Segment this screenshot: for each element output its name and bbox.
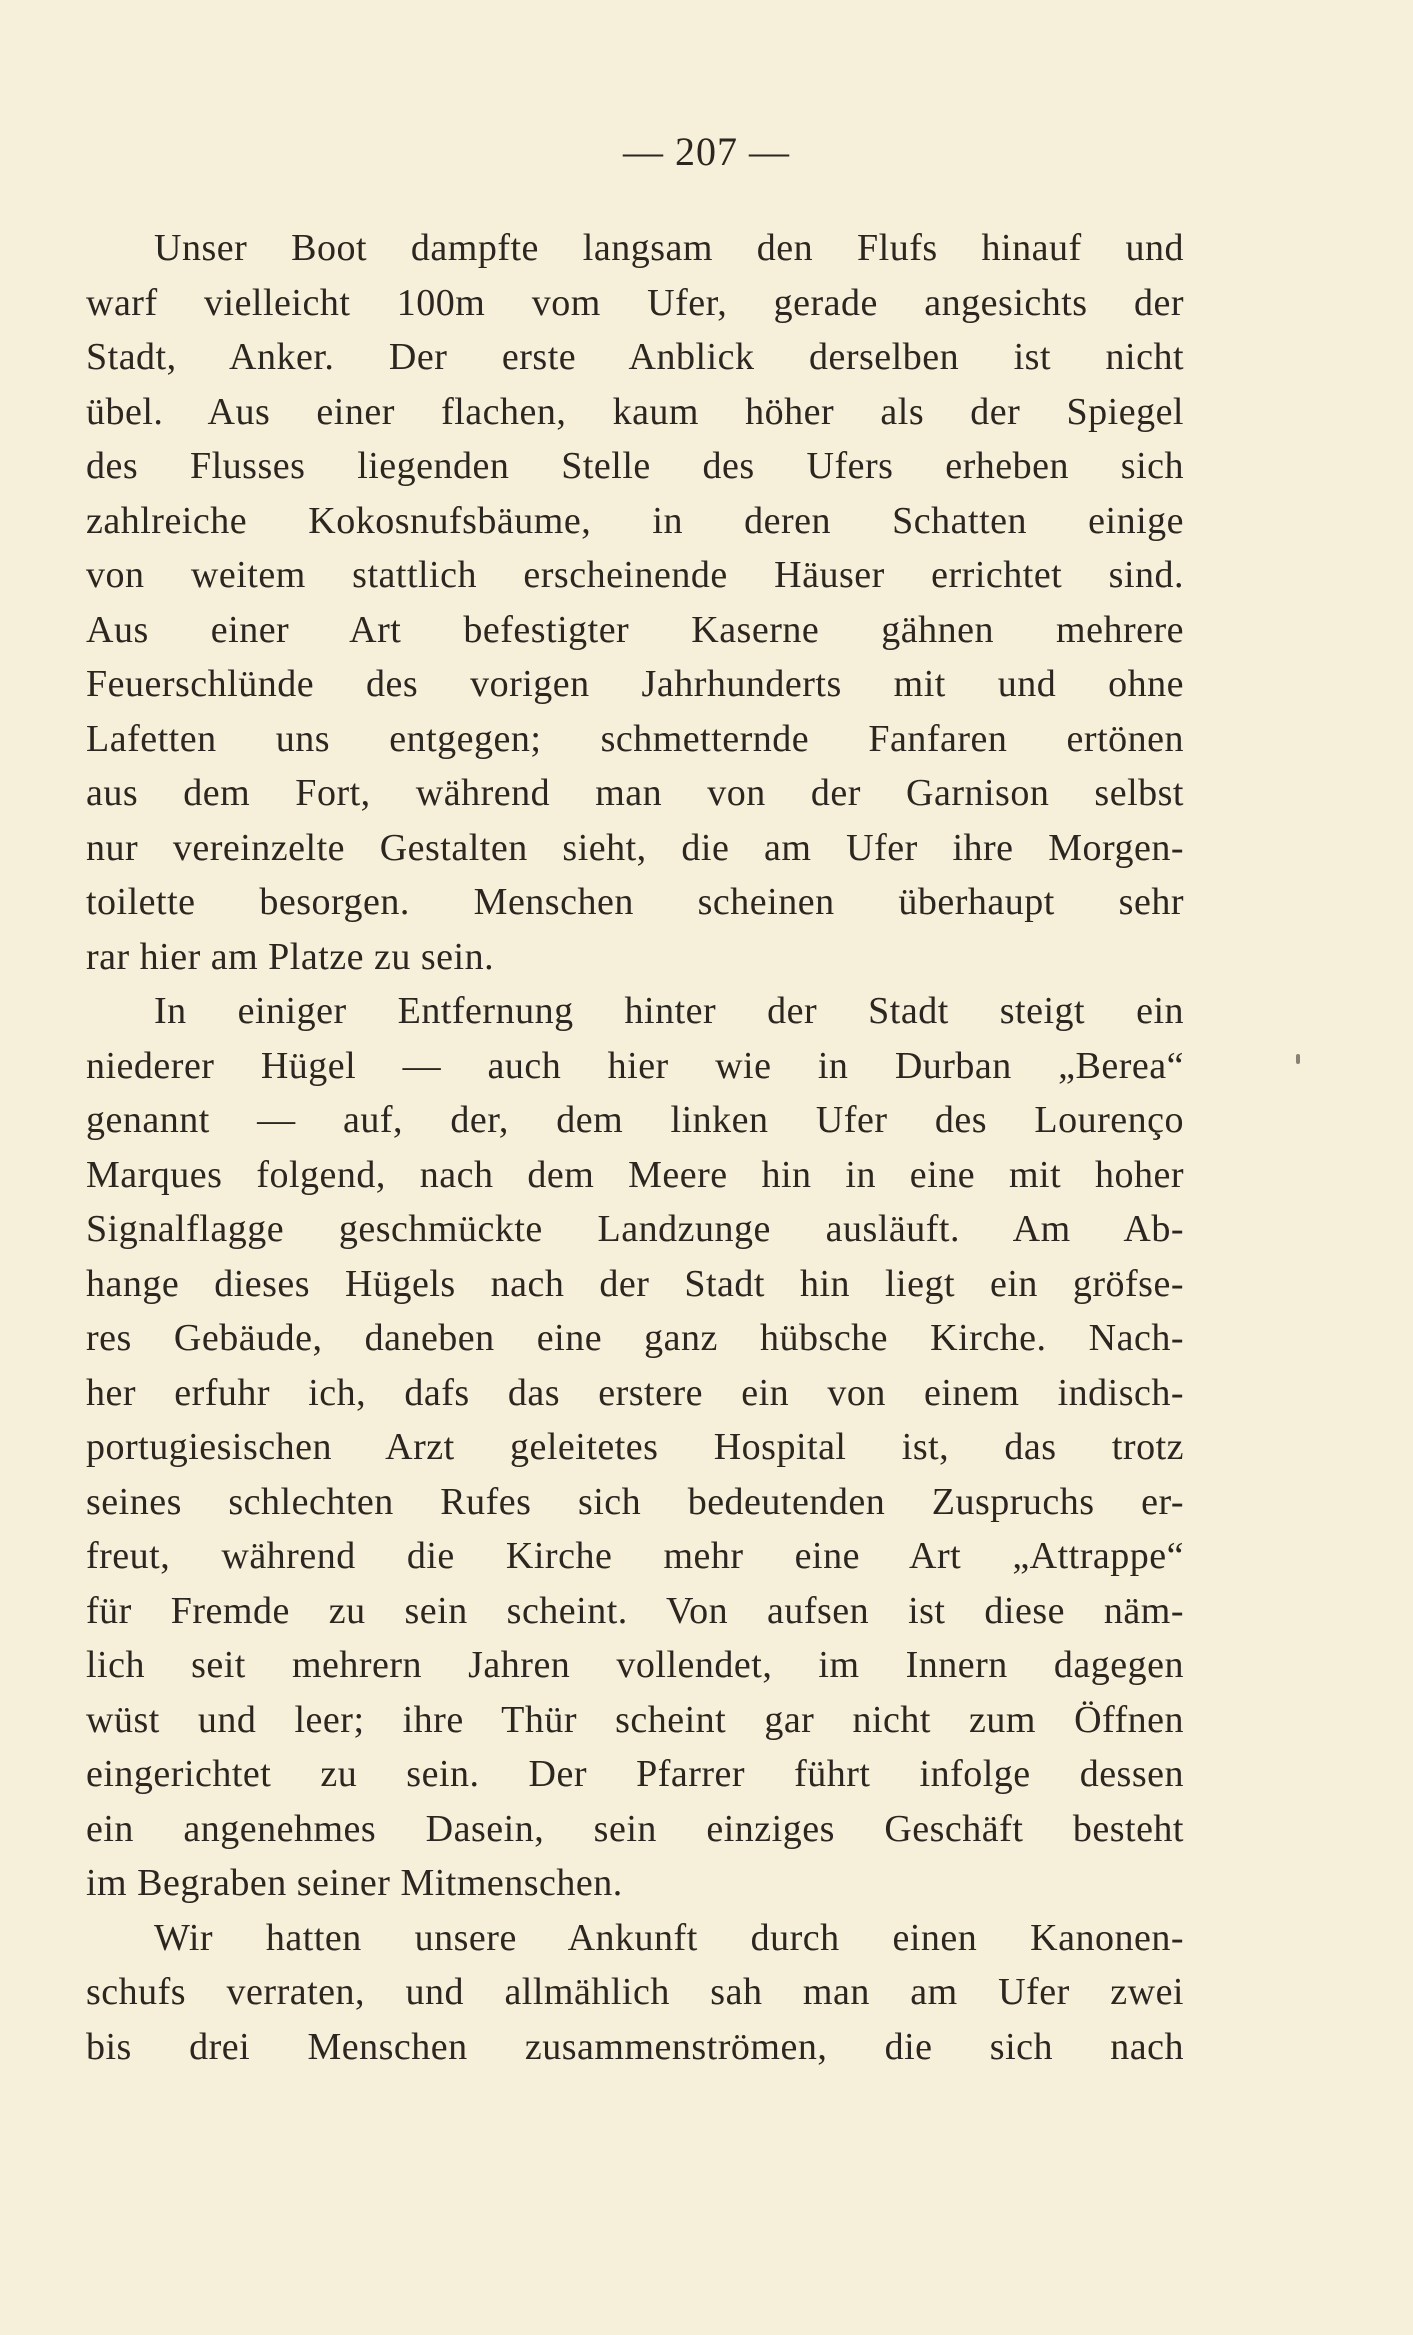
text-line: schufs verraten, und allmählich sah man am Ufer zwei — [86, 1971, 1184, 2013]
body-text — [86, 221, 1184, 2074]
text-line: seines schlechten Rufes sich bedeutenden Zuspruchs er- — [86, 1480, 1184, 1523]
text-line: Stadt, Anker. Der erste Anblick derselben ist nicht — [86, 336, 1184, 378]
text-line: Unser Boot dampfte langsam den Flufs hinauf und — [154, 227, 1184, 269]
text-line: Marques folgend, nach dem Meere hin in eine mit hoher — [86, 1153, 1184, 1196]
text-line: wüst und leer; ihre Thür scheint gar nicht zum Öffnen — [86, 1698, 1184, 1741]
text-line: aus dem Fort, während man von der Garnison selbst — [86, 772, 1184, 814]
text-line: her erfuhr ich, dafs das erstere ein von einem indisch- — [86, 1371, 1184, 1414]
text-line: Lafetten uns entgegen; schmetternde Fanfaren ertönen — [86, 717, 1184, 760]
text-line: von weitem stattlich erscheinende Häuser errichtet sind. — [86, 554, 1184, 596]
text-line: Feuerschlünde des vorigen Jahrhunderts mit und ohne — [86, 663, 1184, 705]
text-line: bis drei Menschen zusammenströmen, die sich nach — [86, 2025, 1184, 2068]
text-line: toilette besorgen. Menschen scheinen überhaupt sehr — [86, 881, 1184, 923]
text-line: lich seit mehrern Jahren vollendet, im Innern dagegen — [86, 1644, 1184, 1686]
page-number: — 207 — — [623, 129, 790, 174]
text-line: niederer Hügel — auch hier wie in Durban „Berea“ — [86, 1044, 1184, 1087]
text-line: nur vereinzelte Gestalten sieht, die am Ufer ihre Morgen- — [86, 826, 1184, 869]
text-line: In einiger Entfernung hinter der Stadt steigt ein — [154, 990, 1184, 1032]
text-line: im Begraben seiner Mitmenschen. — [86, 1862, 623, 1904]
text-line: Aus einer Art befestigter Kaserne gähnen mehrere — [86, 608, 1184, 651]
text-line: Wir hatten unsere Ankunft durch einen Kanonen- — [154, 1916, 1184, 1959]
text-line: portugiesischen Arzt geleitetes Hospital ist, das trotz — [86, 1426, 1184, 1468]
text-line: res Gebäude, daneben eine ganz hübsche Kirche. Nach- — [86, 1317, 1184, 1359]
text-line: rar hier am Platze zu sein. — [86, 935, 495, 978]
text-line: warf vielleicht 100m vom Ufer, gerade angesichts der — [86, 281, 1184, 324]
text-line: genannt — auf, der, dem linken Ufer des Lourenço — [86, 1099, 1184, 1141]
text-line: zahlreiche Kokosnufsbäume, in deren Schatten einige — [86, 499, 1184, 542]
text-line: freut, während die Kirche mehr eine Art „Attrappe“ — [86, 1535, 1184, 1577]
text-line: ein angenehmes Dasein, sein einziges Geschäft besteht — [86, 1807, 1184, 1850]
text-line: hange dieses Hügels nach der Stadt hin liegt ein gröfse- — [86, 1262, 1184, 1305]
text-line: für Fremde zu sein scheint. Von aufsen ist diese näm- — [86, 1589, 1184, 1632]
text-line: des Flusses liegenden Stelle des Ufers erheben sich — [86, 445, 1184, 487]
text-line: Signalflagge geschmückte Landzunge ausläuft. Am Ab- — [86, 1208, 1184, 1250]
text-line: eingerichtet zu sein. Der Pfarrer führt infolge dessen — [86, 1753, 1184, 1795]
margin-mark — [1296, 1054, 1300, 1064]
text-line: übel. Aus einer flachen, kaum höher als der Spiegel — [86, 390, 1184, 433]
